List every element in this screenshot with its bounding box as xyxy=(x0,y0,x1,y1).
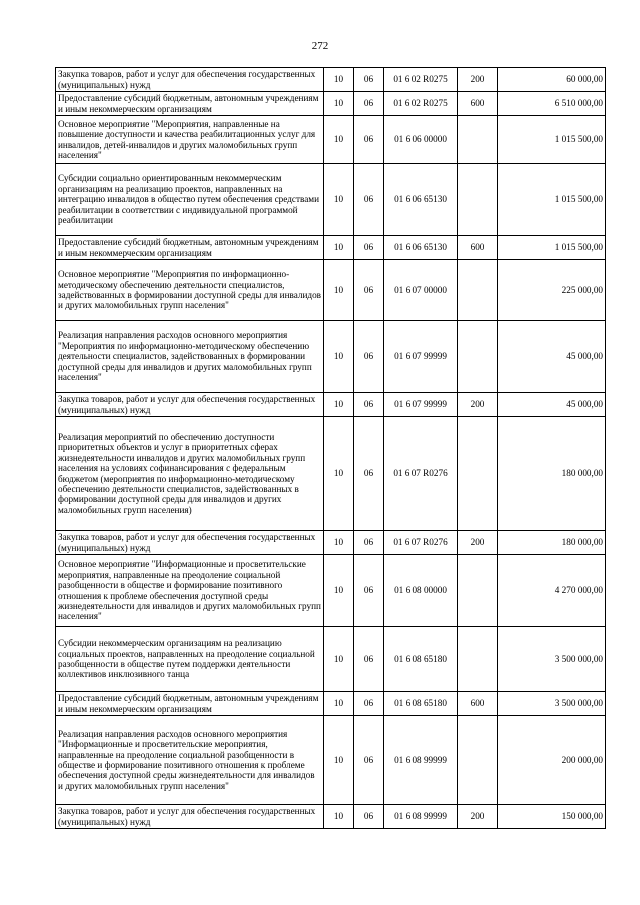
section-code: 10 xyxy=(324,627,354,692)
row-description: Основное мероприятие "Мероприятия по информационно-методическому обеспечению деятельности специалистов, задействованных в формировании доступной среды для инвалидов и других маломобильных групп населения" xyxy=(56,260,324,321)
subsection-code: 06 xyxy=(354,531,384,555)
amount: 180 000,00 xyxy=(498,417,606,531)
expense-type-code xyxy=(458,627,498,692)
subsection-code: 06 xyxy=(354,627,384,692)
amount: 1 015 500,00 xyxy=(498,236,606,260)
target-article-code: 01 6 07 99999 xyxy=(384,393,458,417)
row-description: Основное мероприятие "Информационные и просветительские мероприятия, направленные на преодоление социальной разобщенности в обществе и формирование позитивного отношения к проблеме обеспечения доступной среды жизнедеятельности для инвалидов и других маломобильных групп населения" xyxy=(56,555,324,627)
target-article-code: 01 6 08 00000 xyxy=(384,555,458,627)
subsection-code: 06 xyxy=(354,555,384,627)
row-description: Предоставление субсидий бюджетным, автономным учреждениям и иным некоммерческим организациям xyxy=(56,92,324,116)
subsection-code: 06 xyxy=(354,116,384,164)
table-row xyxy=(56,92,606,116)
table-row xyxy=(56,164,606,236)
expense-type-code: 200 xyxy=(458,531,498,555)
subsection-code: 06 xyxy=(354,260,384,321)
row-description: Реализация мероприятий по обеспечению доступности приоритетных объектов и услуг в приоритетных сферах жизнедеятельности инвалидов и других маломобильных групп населения на условиях софинансирования с федеральным бюджетом (мероприятия по информационно-методическому обеспечению деятельности специалистов, задействованных в формировании доступной среды для инвалидов и других маломобильных групп населения) xyxy=(56,417,324,531)
table-row xyxy=(56,393,606,417)
table-row xyxy=(56,692,606,716)
amount: 45 000,00 xyxy=(498,321,606,393)
row-description: Предоставление субсидий бюджетным, автономным учреждениям и иным некоммерческим организациям xyxy=(56,236,324,260)
expense-type-code: 600 xyxy=(458,92,498,116)
amount: 3 500 000,00 xyxy=(498,627,606,692)
row-description: Закупка товаров, работ и услуг для обеспечения государственных (муниципальных) нужд xyxy=(56,805,324,829)
amount: 6 510 000,00 xyxy=(498,92,606,116)
amount: 60 000,00 xyxy=(498,68,606,92)
subsection-code: 06 xyxy=(354,692,384,716)
row-description: Предоставление субсидий бюджетным, автономным учреждениям и иным некоммерческим организациям xyxy=(56,692,324,716)
section-code: 10 xyxy=(324,716,354,805)
table-row xyxy=(56,417,606,531)
subsection-code: 06 xyxy=(354,321,384,393)
section-code: 10 xyxy=(324,417,354,531)
section-code: 10 xyxy=(324,164,354,236)
amount: 45 000,00 xyxy=(498,393,606,417)
row-description: Закупка товаров, работ и услуг для обеспечения государственных (муниципальных) нужд xyxy=(56,393,324,417)
target-article-code: 01 6 02 R0275 xyxy=(384,68,458,92)
row-description: Субсидии социально ориентированным некоммерческим организациям на реализацию проектов, направленных на интеграцию инвалидов в общество путем обеспечения средствами реабилитации в соответствии с индивидуальной программой реабилитации xyxy=(56,164,324,236)
section-code: 10 xyxy=(324,531,354,555)
row-description: Реализация направления расходов основного мероприятия "Мероприятия по информационно-методическому обеспечению деятельности специалистов, задействованных в формировании доступной среды для инвалидов и других маломобильных групп населения" xyxy=(56,321,324,393)
expense-type-code: 600 xyxy=(458,692,498,716)
amount: 4 270 000,00 xyxy=(498,555,606,627)
target-article-code: 01 6 07 99999 xyxy=(384,321,458,393)
table-row xyxy=(56,716,606,805)
subsection-code: 06 xyxy=(354,805,384,829)
section-code: 10 xyxy=(324,68,354,92)
table-row xyxy=(56,627,606,692)
subsection-code: 06 xyxy=(354,236,384,260)
expense-type-code xyxy=(458,555,498,627)
table-row xyxy=(56,116,606,164)
section-code: 10 xyxy=(324,555,354,627)
row-description: Закупка товаров, работ и услуг для обеспечения государственных (муниципальных) нужд xyxy=(56,68,324,92)
section-code: 10 xyxy=(324,92,354,116)
section-code: 10 xyxy=(324,116,354,164)
target-article-code: 01 6 07 00000 xyxy=(384,260,458,321)
amount: 1 015 500,00 xyxy=(498,116,606,164)
subsection-code: 06 xyxy=(354,716,384,805)
target-article-code: 01 6 07 R0276 xyxy=(384,531,458,555)
target-article-code: 01 6 06 65130 xyxy=(384,164,458,236)
section-code: 10 xyxy=(324,321,354,393)
amount: 200 000,00 xyxy=(498,716,606,805)
target-article-code: 01 6 06 65130 xyxy=(384,236,458,260)
expense-type-code xyxy=(458,116,498,164)
table-row xyxy=(56,555,606,627)
table-row xyxy=(56,236,606,260)
amount: 225 000,00 xyxy=(498,260,606,321)
target-article-code: 01 6 08 99999 xyxy=(384,805,458,829)
target-article-code: 01 6 07 R0276 xyxy=(384,417,458,531)
expense-type-code xyxy=(458,716,498,805)
subsection-code: 06 xyxy=(354,92,384,116)
section-code: 10 xyxy=(324,805,354,829)
table-row xyxy=(56,531,606,555)
table-row xyxy=(56,805,606,829)
row-description: Реализация направления расходов основного мероприятия "Информационные и просветительские мероприятия, направленные на преодоление социальной разобщенности в обществе и формирование позитивного отношения к проблеме обеспечения доступной среды жизнедеятельности для инвалидов и других маломобильных групп населения" xyxy=(56,716,324,805)
table-row xyxy=(56,260,606,321)
section-code: 10 xyxy=(324,692,354,716)
target-article-code: 01 6 06 00000 xyxy=(384,116,458,164)
expense-type-code xyxy=(458,260,498,321)
expense-type-code: 200 xyxy=(458,393,498,417)
amount: 180 000,00 xyxy=(498,531,606,555)
table-row xyxy=(56,68,606,92)
amount: 3 500 000,00 xyxy=(498,692,606,716)
row-description: Основное мероприятие "Мероприятия, направленные на повышение доступности и качества реабилитационных услуг для инвалидов, детей-инвалидов и других маломобильных групп населения" xyxy=(56,116,324,164)
section-code: 10 xyxy=(324,236,354,260)
budget-table xyxy=(55,67,606,829)
expense-type-code xyxy=(458,321,498,393)
expense-type-code: 200 xyxy=(458,68,498,92)
expense-type-code xyxy=(458,417,498,531)
subsection-code: 06 xyxy=(354,68,384,92)
target-article-code: 01 6 08 65180 xyxy=(384,627,458,692)
amount: 150 000,00 xyxy=(498,805,606,829)
expense-type-code xyxy=(458,164,498,236)
subsection-code: 06 xyxy=(354,164,384,236)
row-description: Субсидии некоммерческим организациям на реализацию социальных проектов, направленных на преодоление социальной разобщенности в обществе путем поддержки деятельности коллективов инклюзивного танца xyxy=(56,627,324,692)
row-description: Закупка товаров, работ и услуг для обеспечения государственных (муниципальных) нужд xyxy=(56,531,324,555)
expense-type-code: 600 xyxy=(458,236,498,260)
target-article-code: 01 6 02 R0275 xyxy=(384,92,458,116)
table-row xyxy=(56,321,606,393)
expense-type-code: 200 xyxy=(458,805,498,829)
amount: 1 015 500,00 xyxy=(498,164,606,236)
section-code: 10 xyxy=(324,260,354,321)
page-number: 272 xyxy=(311,40,329,52)
subsection-code: 06 xyxy=(354,393,384,417)
target-article-code: 01 6 08 65180 xyxy=(384,692,458,716)
section-code: 10 xyxy=(324,393,354,417)
target-article-code: 01 6 08 99999 xyxy=(384,716,458,805)
subsection-code: 06 xyxy=(354,417,384,531)
